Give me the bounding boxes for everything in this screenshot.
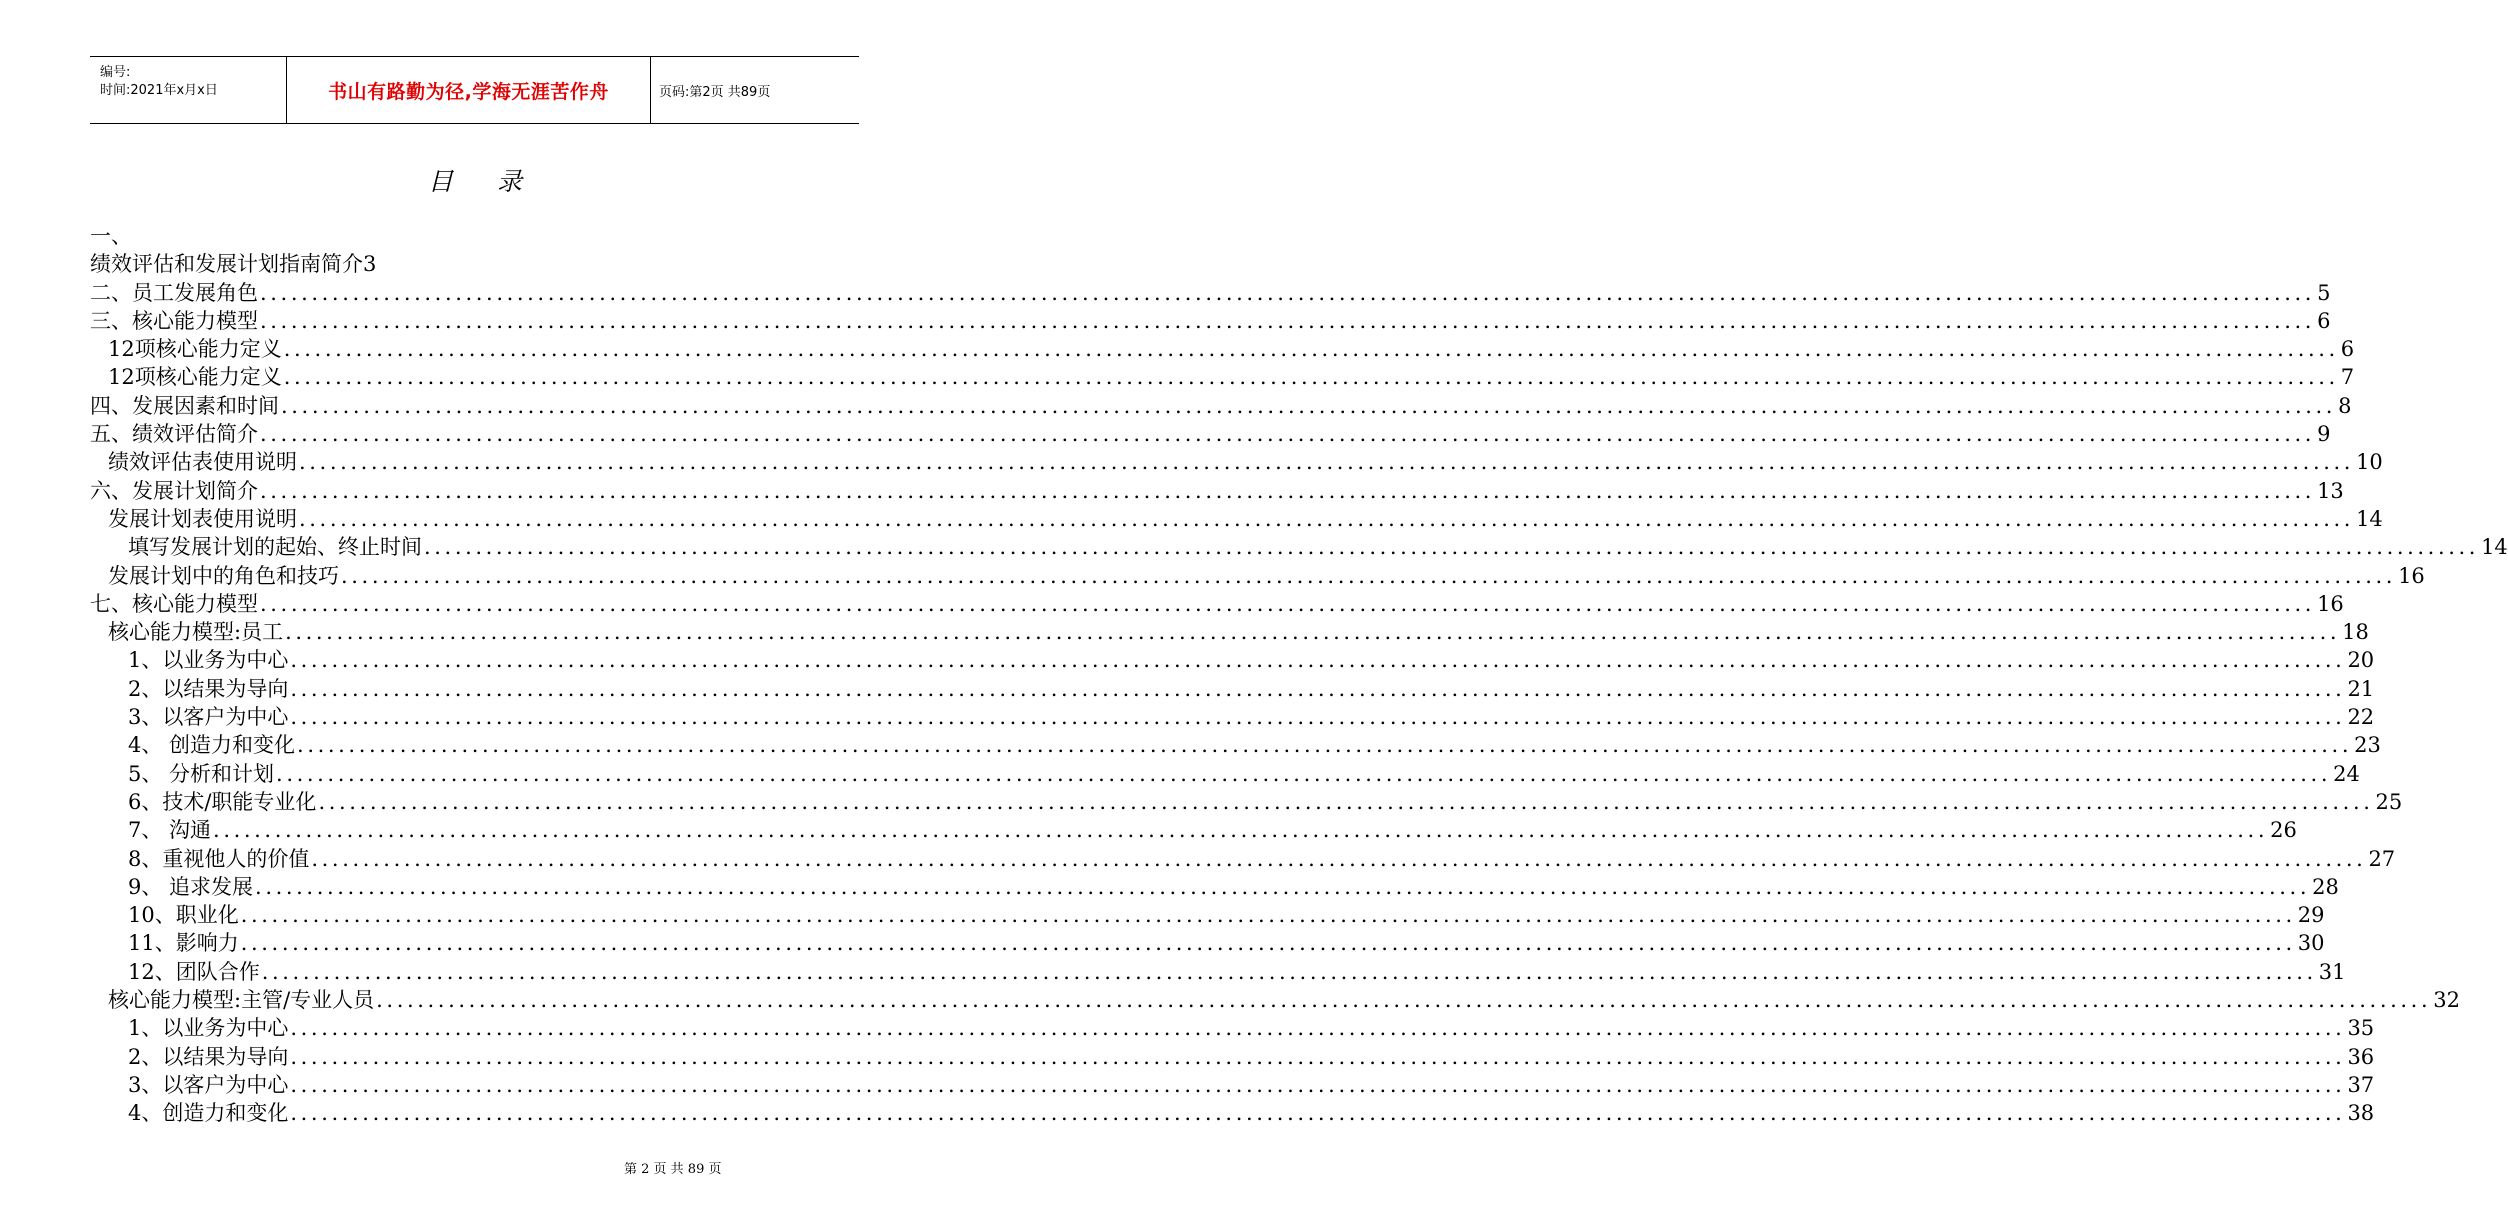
toc-entry-page: 14: [2354, 505, 2383, 533]
toc-entry-title: 6、技术/职能专业化: [128, 788, 318, 816]
toc-entry[interactable]: [90, 392, 2352, 420]
toc-entry-page: 10: [2354, 448, 2383, 476]
toc-entry[interactable]: [90, 477, 2344, 505]
header-left-cell: [90, 57, 287, 123]
page-footer: 第 2 页 共 89 页: [624, 1162, 722, 1177]
toc-entry-page: 22: [2345, 703, 2374, 731]
toc-entry-page: 21: [2345, 675, 2374, 703]
toc-entry[interactable]: [90, 533, 2508, 561]
toc-dot-leader: ........................................................................................................................................................................................................: [424, 535, 2480, 560]
toc-entry[interactable]: [90, 816, 2297, 844]
toc-entry[interactable]: [90, 760, 2360, 788]
toc-entry-page: 31: [2317, 958, 2346, 986]
toc-entry-title: 填写发展计划的起始、终止时间: [128, 533, 424, 561]
toc-dot-leader: ........................................................................................................................................................................................................: [240, 931, 2296, 956]
toc-dot-leader: ........................................................................................................................................................................................................: [290, 705, 2346, 730]
toc-entry-title: 2、以结果为导向: [128, 1043, 290, 1071]
toc-entry[interactable]: [90, 675, 2375, 703]
toc-entry-title: 2、以结果为导向: [128, 675, 290, 703]
toc-dot-leader: ........................................................................................................................................................................................................: [341, 563, 2397, 588]
toc-entry-title: 4、创造力和变化: [128, 1099, 290, 1127]
toc-entry-title: 10、职业化: [128, 901, 241, 929]
toc-entry-title: 1、以业务为中心: [128, 646, 290, 674]
toc-dot-leader: ........................................................................................................................................................................................................: [276, 761, 2332, 786]
toc-entry[interactable]: [90, 420, 2331, 448]
toc-dot-leader: ........................................................................................................................................................................................................: [299, 506, 2355, 531]
page-header: [90, 56, 859, 124]
toc-first-entry[interactable]: 绩效评估和发展计划指南简介3: [90, 252, 377, 277]
toc-entry[interactable]: [90, 618, 2369, 646]
toc-entry-page: 6: [2339, 335, 2354, 363]
toc-entry-title: 1、以业务为中心: [128, 1014, 290, 1042]
toc-entry[interactable]: [90, 1099, 2375, 1127]
toc-dot-leader: ........................................................................................................................................................................................................: [290, 648, 2346, 673]
toc-entry-page: 6: [2315, 307, 2330, 335]
toc-entry-title: 发展计划中的角色和技巧: [108, 562, 341, 590]
toc-dot-leader: ........................................................................................................................................................................................................: [283, 337, 2339, 362]
toc-entry-title: 8、重视他人的价值: [128, 845, 311, 873]
toc-entry-title: 五、绩效评估简介: [90, 420, 260, 448]
toc-dot-leader: ........................................................................................................................................................................................................: [297, 733, 2353, 758]
toc-entry[interactable]: [90, 1071, 2375, 1099]
toc-dot-leader: ........................................................................................................................................................................................................: [261, 959, 2317, 984]
toc-entry-page: 16: [2315, 590, 2344, 618]
page-info: 页码:第2页 共89页: [659, 84, 771, 100]
toc-dot-leader: ........................................................................................................................................................................................................: [260, 308, 2316, 333]
toc-entry-page: 20: [2345, 646, 2374, 674]
toc-dot-leader: ........................................................................................................................................................................................................: [285, 620, 2341, 645]
toc-dot-leader: ........................................................................................................................................................................................................: [290, 1072, 2346, 1097]
toc-entry[interactable]: [90, 1014, 2375, 1042]
motto: 书山有路勤为径,学海无涯苦作舟: [328, 80, 609, 103]
toc-entry-page: 5: [2315, 279, 2330, 307]
header-right-cell: [651, 57, 859, 123]
table-of-contents: [90, 222, 2508, 1128]
toc-entry-title: 四、发展因素和时间: [90, 392, 281, 420]
toc-entry[interactable]: [90, 1043, 2375, 1071]
toc-dot-leader: ........................................................................................................................................................................................................: [260, 478, 2316, 503]
toc-entry-page: 32: [2431, 986, 2460, 1014]
toc-entry-page: 23: [2352, 731, 2381, 759]
number-label: 编号:: [100, 65, 131, 80]
toc-dot-leader: ........................................................................................................................................................................................................: [260, 422, 2316, 447]
toc-entry-page: 38: [2345, 1099, 2374, 1127]
toc-dot-leader: ........................................................................................................................................................................................................: [290, 1044, 2346, 1069]
toc-entry-title: 发展计划表使用说明: [108, 505, 299, 533]
toc-entry[interactable]: [90, 986, 2460, 1014]
toc-entry-page: 9: [2315, 420, 2330, 448]
toc-entry-title: 12项核心能力定义: [108, 335, 284, 363]
toc-entry[interactable]: [90, 646, 2375, 674]
toc-dot-leader: ........................................................................................................................................................................................................: [290, 1101, 2346, 1126]
toc-dot-leader: ........................................................................................................................................................................................................: [260, 280, 2316, 305]
header-motto-cell: [287, 57, 651, 123]
toc-entry-page: 36: [2345, 1043, 2374, 1071]
toc-entry-title: 三、核心能力模型: [90, 307, 260, 335]
toc-entry-title: 二、员工发展角色: [90, 279, 260, 307]
toc-entry[interactable]: [90, 901, 2325, 929]
toc-entry-title: 核心能力模型:主管/专业人员: [108, 986, 376, 1014]
toc-entry-title: 12项核心能力定义: [108, 363, 284, 391]
toc-entry[interactable]: [90, 703, 2375, 731]
toc-dot-leader: ........................................................................................................................................................................................................: [299, 450, 2355, 475]
toc-entry-title: 绩效评估表使用说明: [108, 448, 299, 476]
toc-entry-title: 7、 沟通: [128, 816, 213, 844]
toc-dot-leader: ........................................................................................................................................................................................................: [255, 874, 2311, 899]
toc-entry-page: 24: [2331, 760, 2360, 788]
toc-title: 目录: [427, 167, 566, 196]
toc-dot-leader: ........................................................................................................................................................................................................: [281, 393, 2337, 418]
toc-entry[interactable]: [90, 873, 2339, 901]
time-label: 时间:2021年x月x日: [100, 83, 218, 98]
toc-dot-leader: ........................................................................................................................................................................................................: [290, 1016, 2346, 1041]
toc-entry-page: 25: [2374, 788, 2403, 816]
toc-entry[interactable]: [90, 363, 2355, 391]
toc-entry[interactable]: [90, 845, 2396, 873]
toc-entry-page: 7: [2339, 363, 2354, 391]
toc-entry[interactable]: [90, 279, 2331, 307]
toc-entry[interactable]: [90, 562, 2425, 590]
toc-entry[interactable]: [90, 731, 2381, 759]
toc-entry[interactable]: [90, 958, 2346, 986]
toc-entry-page: 27: [2366, 845, 2395, 873]
toc-entry[interactable]: [90, 335, 2355, 363]
toc-entry-title: 4、 创造力和变化: [128, 731, 297, 759]
toc-entry[interactable]: [90, 929, 2325, 957]
toc-entry-page: 26: [2268, 816, 2297, 844]
toc-dot-leader: ........................................................................................................................................................................................................: [240, 903, 2296, 928]
toc-entry[interactable]: [90, 448, 2383, 476]
toc-entry-title: 11、影响力: [128, 929, 241, 957]
toc-dot-leader: ........................................................................................................................................................................................................: [213, 818, 2269, 843]
toc-entry-page: 29: [2296, 901, 2325, 929]
toc-entry-page: 18: [2340, 618, 2369, 646]
toc-dot-leader: ........................................................................................................................................................................................................: [290, 676, 2346, 701]
toc-entry[interactable]: [90, 307, 2331, 335]
toc-entry-page: 35: [2345, 1014, 2374, 1042]
toc-entry-title: 3、以客户为中心: [128, 703, 290, 731]
toc-dot-leader: ........................................................................................................................................................................................................: [283, 365, 2339, 390]
toc-entry-title: 9、 追求发展: [128, 873, 255, 901]
toc-entry[interactable]: [90, 590, 2344, 618]
toc-entry-page: 14: [2479, 533, 2508, 561]
toc-entry-page: 8: [2336, 392, 2351, 420]
toc-entry-page: 30: [2296, 929, 2325, 957]
toc-dot-leader: ........................................................................................................................................................................................................: [318, 789, 2374, 814]
toc-entry-page: 28: [2310, 873, 2339, 901]
toc-entry-page: 37: [2345, 1071, 2374, 1099]
toc-entry[interactable]: [90, 505, 2383, 533]
toc-entry-title: 12、团队合作: [128, 958, 262, 986]
toc-entry[interactable]: [90, 788, 2403, 816]
toc-entry-page: 16: [2396, 562, 2425, 590]
toc-entry-title: 5、 分析和计划: [128, 760, 276, 788]
toc-entry-title: 3、以客户为中心: [128, 1071, 290, 1099]
toc-dot-leader: ........................................................................................................................................................................................................: [260, 591, 2316, 616]
toc-first-line: 一、: [90, 224, 132, 248]
toc-dot-leader: ........................................................................................................................................................................................................: [311, 846, 2367, 871]
toc-entry-title: 六、发展计划简介: [90, 477, 260, 505]
toc-entry-title: 核心能力模型:员工: [108, 618, 285, 646]
toc-dot-leader: ........................................................................................................................................................................................................: [376, 988, 2432, 1013]
toc-entry-page: 13: [2315, 477, 2344, 505]
toc-entry-title: 七、核心能力模型: [90, 590, 260, 618]
